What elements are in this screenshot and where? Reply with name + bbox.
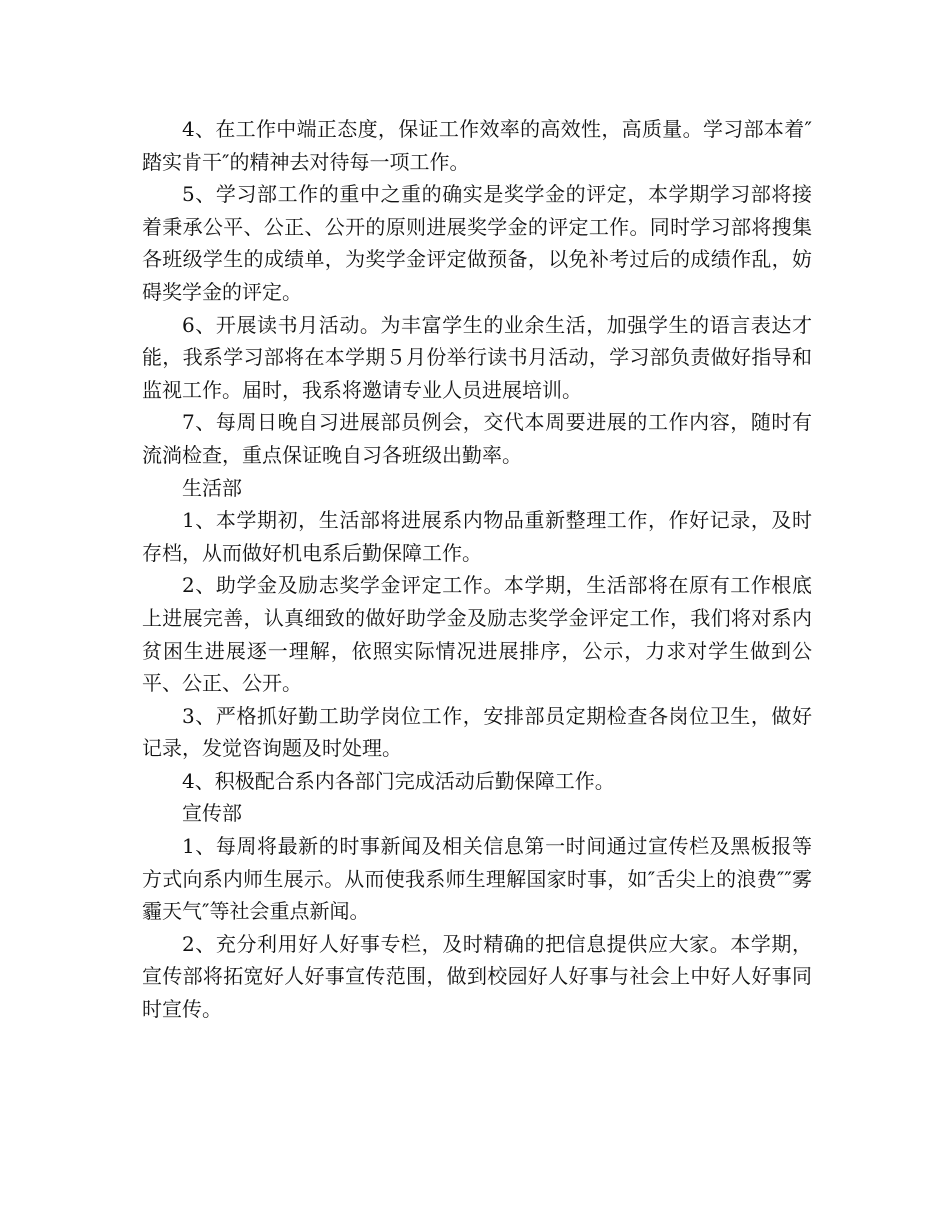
- paragraph-life-2: 2、助学金及励志奖学金评定工作。本学期，生活部将在原有工作根底上进展完善，认真细致的做好助学金及励志奖学金评定工作，我们将对系内贫困生进展逐一理解，依照实际情况进展排序，公示，力求对学生做到公平、公正、公开。: [142, 573, 812, 696]
- paragraph-publicity-1: 1、每周将最新的时事新闻及相关信息第一时间通过宣传栏及黑板报等方式向系内师生展示。从而使我系师生理解国家时事，如″舌尖上的浪费″″雾霾天气″等社会重点新闻。: [142, 834, 812, 924]
- paragraph-study-7: 7、每周日晚自习进展部员例会，交代本周要进展的工作内容，随时有流淌检查，重点保证晚自习各班级出勤率。: [142, 410, 812, 467]
- section-heading-life: 生活部: [182, 475, 242, 500]
- paragraph-study-4: 4、在工作中端正态度，保证工作效率的高效性，高质量。学习部本着″踏实肯干″的精神去对待每一项工作。: [142, 117, 812, 174]
- paragraph-life-4: 4、积极配合系内各部门完成活动后勤保障工作。: [182, 768, 615, 793]
- paragraph-study-6: 6、开展读书月活动。为丰富学生的业余生活，加强学生的语言表达才能，我系学习部将在本学期５月份举行读书月活动，学习部负责做好指导和监视工作。届时，我系将邀请专业人员进展培训。: [142, 312, 812, 402]
- paragraph-study-5: 5、学习部工作的重中之重的确实是奖学金的评定，本学期学习部将接着秉承公平、公正、公开的原则进展奖学金的评定工作。同时学习部将搜集各班级学生的成绩单，为奖学金评定做预备，以免补考过后的成绩作乱，妨碍奖学金的评定。: [142, 182, 812, 304]
- paragraph-publicity-2: 2、充分利用好人好事专栏，及时精确的把信息提供应大家。本学期，宣传部将拓宽好人好事宣传范围，做到校园好人好事与社会上中好人好事同时宣传。: [142, 931, 812, 1022]
- paragraph-life-1: 1、本学期初，生活部将进展系内物品重新整理工作，作好记录，及时存档，从而做好机电系后勤保障工作。: [142, 508, 812, 565]
- paragraph-life-3: 3、严格抓好勤工助学岗位工作，安排部员定期检查各岗位卫生，做好记录，发觉咨询题及时处理。: [142, 703, 812, 761]
- document-body: [142, 113, 812, 1026]
- section-heading-publicity: 宣传部: [182, 801, 242, 826]
